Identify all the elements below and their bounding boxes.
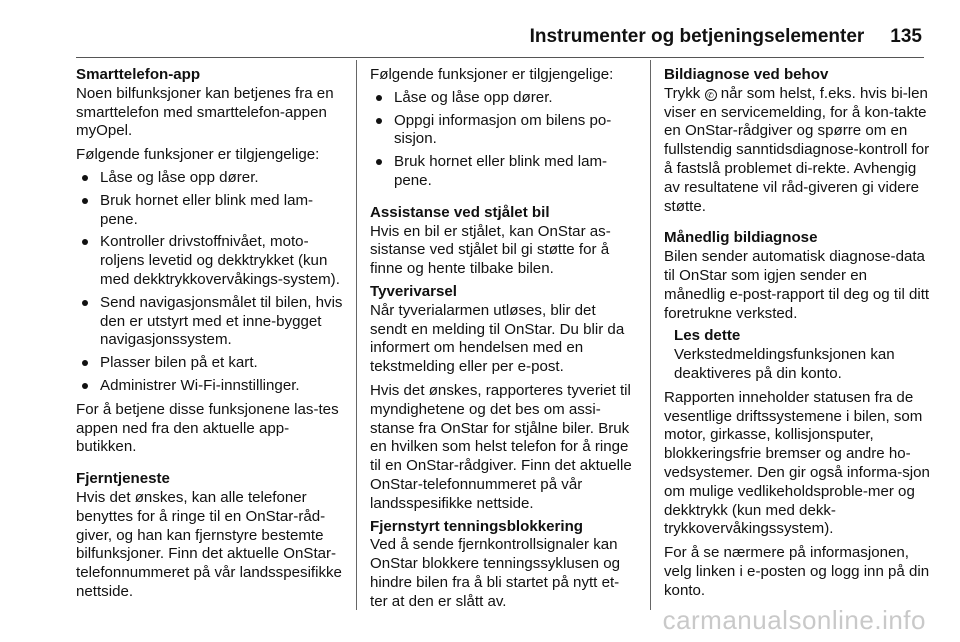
heading-remote-service: Fjerntjeneste [76,470,170,488]
note-box [664,327,930,383]
feature-list [370,89,636,191]
paragraph: Ved å sende fjernkontrollsignaler kan OnStar blokkere tenningssyklusen og hindre bilen fra å bli startet på nytt et-ter at den er slått av. [370,536,621,610]
chapter-title: Instrumenter og betjeningselementer [529,26,865,47]
paragraph: Følgende funksjoner er tilgjengelige: [76,146,320,164]
paragraph: Hvis det ønskes, kan alle telefoner benyttes for å ringe til en OnStar-råd-giver, og han kan fjernstyre bestemte bilfunksjoner. Finn det aktuelle OnStar-telefonnummeret på vår landsspesifikke nettside. [76,488,342,600]
paragraph: Følgende funksjoner er tilgjengelige: [370,66,614,83]
list-item: Låse og låse opp dører. [370,89,636,108]
paragraph: Rapporten inneholder statusen fra de vesentlige driftssystemene i bilen, som motor, girkasse, kollisjonsputer, blokkeringsfrie bremser og andre ho-vedsystemer. Den gir også informa-sjon om mulige vedlikeholdsproble-mer og dekktrykk (kun med dekk-trykkovervåkingssystem). [664,388,930,538]
watermark: carmanualsonline.info [662,605,926,635]
paragraph: Hvis det ønskes, rapporteres tyveriet til myndighetene og det bes om assi-stanse fra OnStar for stjålne biler. Bruk en hvilken som helst telefon for å ringe til en OnStar-rådgiver. Finn det aktuelle OnStar-telefonnummeret på vår landsspesifikke nettside. [370,381,632,512]
paragraph: Bilen sender automatisk diagnose-data til OnStar som igjen sender en månedlig e-post-rapport til deg og til ditt foretrukne verksted. [664,248,930,322]
paragraph: Hvis en bil er stjålet, kan OnStar as-sistanse ved stjålet bil gi støtte for å finne og hente tilbake bilen. [370,222,611,278]
heading-stolen-vehicle-assistance: Assistanse ved stjålet bil [370,203,550,221]
paragraph: For å betjene disse funksjonene las-tes appen ned fra den aktuelle app-butikken. [76,400,339,456]
column-1 [76,66,346,602]
column-2 [370,66,636,612]
list-item: Administrer Wi-Fi-innstillinger. [76,377,346,396]
paragraph [664,85,930,217]
list-item: Oppgi informasjon om bilens po-sisjon. [370,112,636,150]
list-item: Send navigasjonsmålet til bilen, hvis den er utstyrt med et inne-bygget navigasjonssystem. [76,294,346,350]
text-run: når som helst, f.eks. hvis bi-len viser en servicemelding, for å kon-takte en OnStar-rådgiver og spørre om en fullstendig sanntidsdiagnose-kontroll for å fastslå problemet di-rekte. Avhengig av resultatene vil råd-giveren gi videre støtte. [664,84,930,215]
note-heading: Les dette [674,327,741,345]
paragraph: Noen bilfunksjoner kan betjenes fra en smarttelefon med smarttelefon-appen myOpel. [76,84,334,140]
column-3 [664,66,930,601]
heading-monthly-diagnostics: Månedlig bildiagnose [664,229,818,247]
feature-list [76,169,346,396]
paragraph: Når tyverialarmen utløses, blir det sendt en melding til OnStar. Du blir da informert om hendelsen med en tekstmelding eller per e-post. [370,301,625,376]
note-text: Verkstedmeldingsfunksjonen kan deaktiveres på din konto. [674,346,895,382]
page-header [76,26,922,54]
heading-remote-ignition-block: Fjernstyrt tenningsblokkering [370,517,584,535]
list-item: Kontroller drivstoffnivået, moto-roljens levetid og dekktrykket (kun med dekktrykkovervåkings-system). [76,233,346,289]
list-item: Plasser bilen på et kart. [76,354,346,373]
list-item: Bruk hornet eller blink med lam-pene. [76,192,346,230]
heading-on-demand-diagnostics: Bildiagnose ved behov [664,66,829,83]
header-rule [76,57,924,58]
text-run: Trykk [664,84,701,102]
list-item: Bruk hornet eller blink med lam-pene. [370,153,636,191]
column-divider-1 [356,60,357,610]
heading-smartphone-app: Smarttelefon-app [76,66,201,83]
list-item: Låse og låse opp dører. [76,169,346,188]
column-divider-2 [650,60,651,610]
paragraph: For å se nærmere på informasjonen, velg linken i e-posten og logg inn på din konto. [664,544,930,599]
heading-theft-alarm: Tyverivarsel [370,282,457,300]
onstar-button-icon: ✆ [705,89,717,101]
page-number: 135 [890,26,922,47]
